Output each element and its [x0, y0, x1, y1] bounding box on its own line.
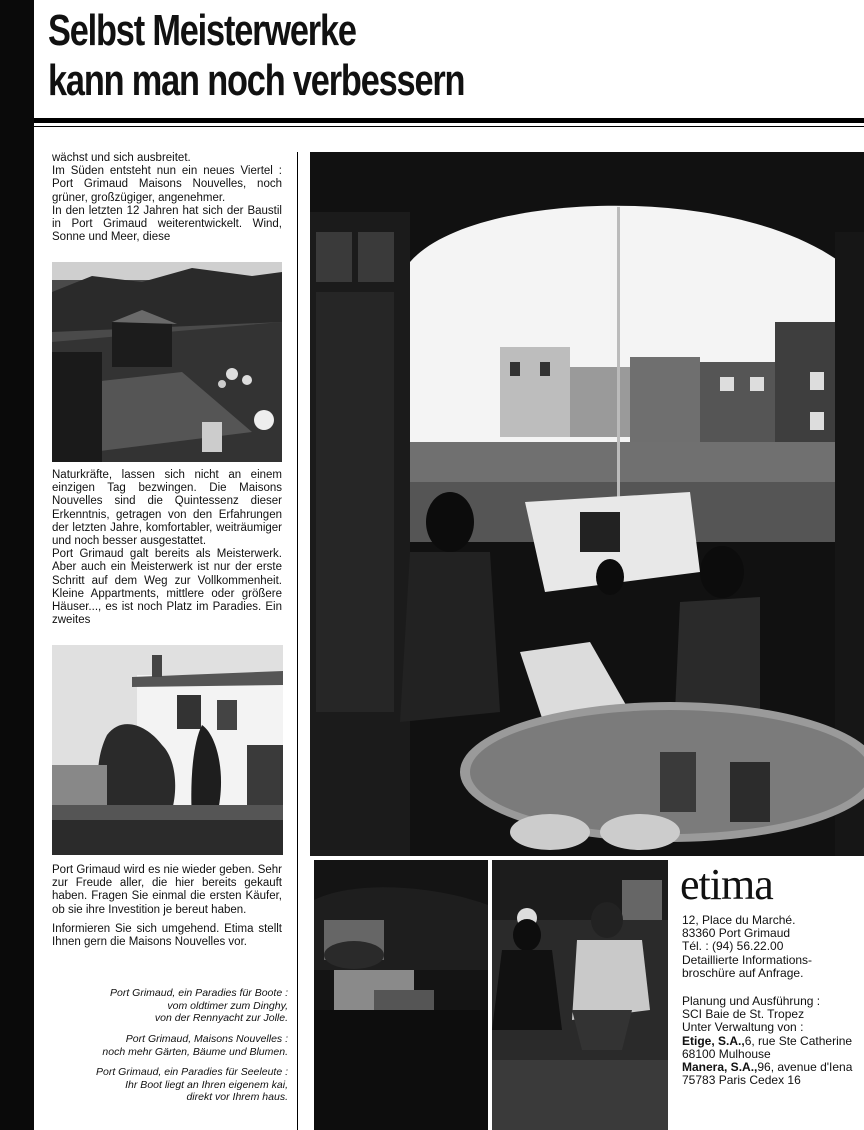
company-manera-name: Manera, S.A., [682, 1060, 758, 1075]
company-etige-city: 68100 Mulhouse [682, 1046, 771, 1061]
company-etige-name: Etige, S.A., [682, 1033, 745, 1048]
header-rule-thick [34, 118, 864, 123]
quote-line: von der Rennyacht zur Jolle. [154, 1012, 288, 1025]
headline-line-2: kann man noch verbessern [48, 56, 465, 105]
quote-line: Ihr Boot liegt an Ihren eigenem kai, [125, 1078, 288, 1091]
company-manera-address: 96, avenue d'Iena [757, 1060, 853, 1075]
quote-line: vom oldtimer zum Dinghy, [167, 999, 288, 1012]
quote-sailors [52, 1066, 288, 1104]
brand-logo-etima: etima [680, 860, 773, 909]
quote-line: Port Grimaud, Maisons Nouvelles : [125, 1033, 288, 1045]
paragraph: Port Grimaud galt bereits als Meisterwerk. Aber auch ein Meisterwerk ist nur der erste Schritt auf dem Weg zur Vollkommenheit. Kleine Appartments, mittlere oder größere Häuser..., es ist noch Platz im Paradies. Ein zweites [52, 548, 282, 627]
quote-line: Port Grimaud, ein Paradies für Seeleute : [95, 1066, 288, 1078]
photo-terrace-harbor-view [310, 152, 864, 856]
photo-harbor-aerial [52, 262, 282, 462]
contact-address [682, 914, 812, 980]
planning-line: SCI Baie de St. Tropez [682, 1007, 805, 1022]
photo-house-trees [52, 645, 283, 855]
address-line: broschüre auf Anfrage. [682, 965, 804, 980]
column-divider [297, 152, 298, 1130]
article-text-block-1 [52, 152, 282, 244]
paragraph: Informieren Sie sich umgehend. Etima stellt Ihnen gern die Maisons Nouvelles vor. [52, 922, 282, 949]
paragraph: In den letzten 12 Jahren hat sich der Baustil in Port Grimaud weiterentwickelt. Wind, Sonne und Meer, diese [52, 204, 282, 244]
planning-line: Planung und Ausführung : [682, 994, 821, 1008]
paragraph: Naturkräfte, lassen sich nicht an einem einzigen Tag bezwingen. Die Maisons Nouvelles sind die Quintessenz dieser Erkenntnis, getragen von den Erfahrungen der letzten Jahre, komfortabler, weiträumiger und noch besser ausgestattet. [52, 469, 282, 548]
company-etige-line [682, 1035, 852, 1048]
planning-line: Unter Verwaltung von : [682, 1020, 804, 1035]
address-line: 12, Place du Marché. [682, 913, 796, 927]
article-text-block-3 [52, 864, 282, 949]
quote-line: noch mehr Gärten, Bäume und Blumen. [102, 1045, 288, 1058]
quote-boats [52, 987, 288, 1025]
quote-line: direkt vor Ihrem haus. [186, 1091, 288, 1104]
contact-planning [682, 995, 852, 1087]
company-etige-address: 6, rue Ste Catherine [744, 1033, 853, 1048]
company-manera-city: 75783 Paris Cedex 16 [682, 1073, 801, 1088]
paragraph: wächst und sich ausbreitet. [52, 152, 191, 164]
photo-two-people-seated [492, 860, 668, 1130]
headline-line-1: Selbst Meisterwerke [48, 6, 356, 55]
header-rule-thin [34, 126, 864, 127]
article-text-block-2 [52, 469, 282, 627]
left-black-edge [0, 0, 34, 1130]
headline [48, 6, 672, 106]
address-line: Detaillierte Informations- [682, 952, 813, 967]
paragraph: Im Süden entsteht nun ein neues Viertel : Port Grimaud Maisons Nouvelles, noch grüner, großzügiger, angenehmer. [52, 165, 282, 204]
address-line: Tél. : (94) 56.22.00 [682, 939, 784, 954]
quote-line: Port Grimaud, ein Paradies für Boote : [109, 987, 288, 999]
quote-gardens [52, 1033, 288, 1058]
address-line: 83360 Port Grimaud [682, 926, 791, 941]
photo-street-cafe [314, 860, 488, 1130]
paragraph: Port Grimaud wird es nie wieder geben. Sehr zur Freude aller, die hier bereits gekauft haben. Fragen Sie einmal die ersten Käufer, ob sie ihre Investition je bereut haben. [52, 864, 282, 916]
